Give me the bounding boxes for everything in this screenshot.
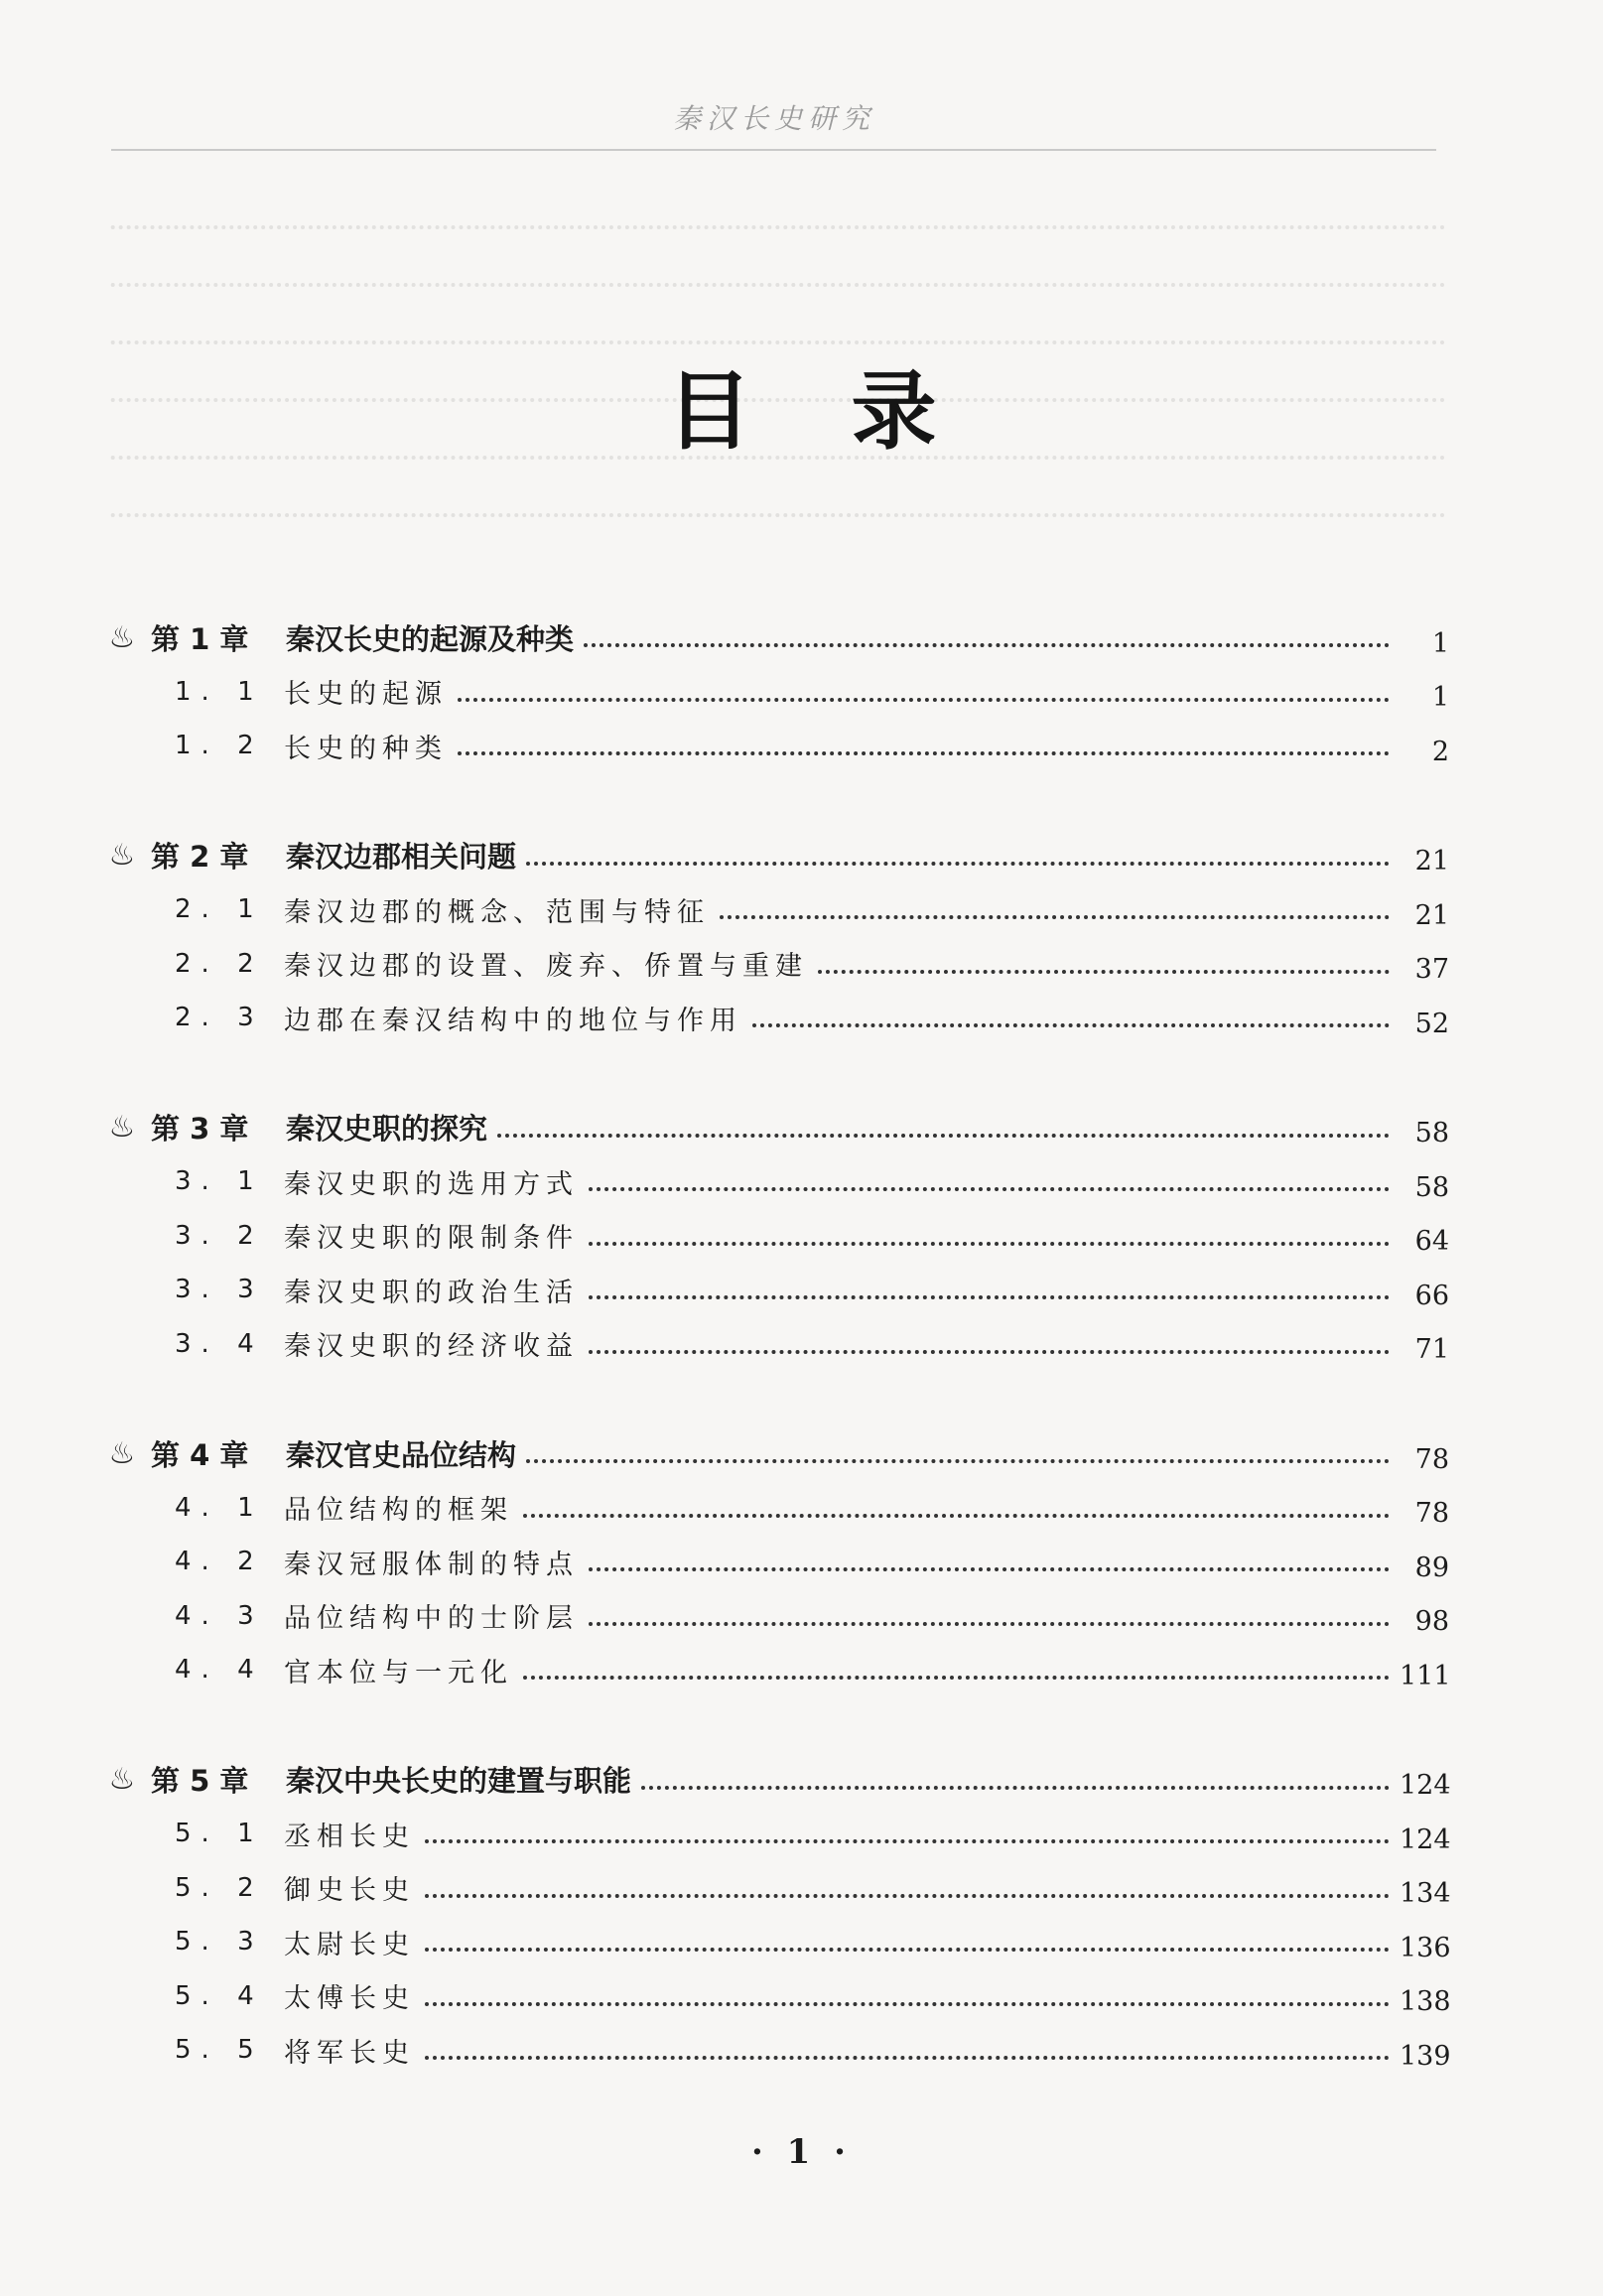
dot-leader [589, 1350, 1390, 1354]
table-of-contents [99, 610, 1449, 2133]
section-entry[interactable] [99, 1807, 1449, 1861]
chapter-number: 第 5 章 [151, 1764, 249, 1799]
section-page: 111 [1400, 1660, 1451, 1691]
section-title: 秦汉史职的限制条件 [284, 1223, 579, 1255]
section-title: 品位结构中的士阶层 [284, 1603, 579, 1635]
page-number: · 1 · [750, 2132, 852, 2172]
section-page: 37 [1414, 954, 1449, 986]
section-page: 1 [1431, 682, 1449, 714]
dot-leader [425, 1839, 1390, 1843]
section-entry[interactable] [99, 2023, 1449, 2078]
chapter-title: 秦汉史职的探究 [286, 1112, 488, 1147]
section-page: 64 [1414, 1226, 1449, 1258]
steam-icon: ♨ [108, 838, 136, 874]
section-entry[interactable] [99, 1317, 1449, 1372]
section-entry[interactable] [99, 1209, 1449, 1264]
dot-leader [589, 1242, 1390, 1246]
chapter-number: 第 4 章 [151, 1437, 249, 1472]
section-number: 3. 2 [175, 1220, 264, 1251]
section-entry[interactable] [99, 1535, 1449, 1589]
dot-leader [425, 2056, 1390, 2060]
section-page: 124 [1400, 1823, 1451, 1855]
section-number: 4. 4 [175, 1655, 264, 1686]
section-title: 秦汉史职的经济收益 [284, 1331, 579, 1363]
dot-leader [458, 751, 1390, 755]
chapter-page: 21 [1414, 846, 1449, 878]
section-number: 5. 2 [175, 1872, 264, 1903]
section-number: 5. 4 [175, 1980, 264, 2011]
dot-leader [641, 1786, 1390, 1790]
dot-leader [589, 1187, 1390, 1191]
section-entry[interactable] [99, 882, 1449, 937]
chapter-number: 第 1 章 [151, 621, 249, 656]
dot-leader [589, 1295, 1390, 1299]
section-entry[interactable] [99, 1263, 1449, 1317]
running-head: 秦汉长史研究 [672, 102, 875, 135]
section-title: 秦汉史职的选用方式 [284, 1168, 579, 1200]
dot-leader [589, 1622, 1390, 1626]
steam-icon: ♨ [108, 1110, 136, 1146]
dot-leader [752, 1023, 1390, 1027]
dot-leader [584, 643, 1390, 647]
dot-leader [425, 1948, 1390, 1952]
section-page: 66 [1414, 1280, 1449, 1311]
chapter-title: 秦汉边郡相关问题 [286, 840, 517, 875]
section-title: 官本位与一元化 [284, 1657, 513, 1688]
chapter-block [99, 610, 1449, 773]
section-number: 1. 2 [175, 731, 264, 761]
section-page: 78 [1414, 1498, 1449, 1530]
section-number: 4. 1 [175, 1492, 264, 1523]
section-number: 3. 4 [175, 1328, 264, 1359]
chapter-entry[interactable] [99, 610, 1449, 665]
chapter-block [99, 1426, 1449, 1697]
section-number: 3. 3 [175, 1275, 264, 1305]
chapter-entry[interactable] [99, 829, 1449, 883]
section-page: 134 [1400, 1878, 1451, 1910]
section-title: 御史长史 [284, 1875, 415, 1907]
section-page: 52 [1414, 1008, 1449, 1039]
section-entry[interactable] [99, 1154, 1449, 1209]
header-rule [111, 149, 1436, 151]
section-page: 139 [1400, 2040, 1451, 2072]
section-number: 5. 1 [175, 1819, 264, 1849]
chapter-number: 第 3 章 [151, 1112, 249, 1147]
section-number: 2. 1 [175, 894, 264, 925]
section-entry[interactable] [99, 665, 1449, 720]
dot-leader [425, 1894, 1390, 1898]
dot-leader [458, 698, 1390, 702]
section-title: 秦汉冠服体制的特点 [284, 1549, 579, 1580]
section-title: 将军长史 [284, 2037, 415, 2069]
chapter-page: 124 [1400, 1770, 1451, 1802]
section-page: 2 [1431, 736, 1449, 767]
section-title: 长史的种类 [284, 733, 448, 764]
section-entry[interactable] [99, 1969, 1449, 2024]
chapter-title: 秦汉中央长史的建置与职能 [286, 1764, 632, 1799]
section-page: 136 [1400, 1932, 1451, 1963]
dot-leader [497, 1134, 1390, 1138]
section-entry[interactable] [99, 1915, 1449, 1969]
steam-icon: ♨ [108, 619, 136, 655]
section-number: 3. 1 [175, 1166, 264, 1197]
section-title: 太傅长史 [284, 1983, 415, 2015]
section-title: 边郡在秦汉结构中的地位与作用 [284, 1005, 742, 1036]
chapter-number: 第 2 章 [151, 840, 249, 875]
chapter-page: 78 [1414, 1443, 1449, 1475]
section-title: 丞相长史 [284, 1821, 415, 1852]
section-page: 58 [1414, 1171, 1449, 1203]
chapter-entry[interactable] [99, 1753, 1449, 1808]
dot-leader [720, 915, 1390, 919]
chapter-entry[interactable] [99, 1426, 1449, 1481]
section-entry[interactable] [99, 991, 1449, 1045]
dot-leader [526, 862, 1390, 866]
chapter-title: 秦汉长史的起源及种类 [286, 621, 575, 656]
section-page: 138 [1400, 1986, 1451, 2018]
page-title: 目录 [666, 362, 1036, 462]
dot-leader [523, 1676, 1390, 1680]
section-number: 2. 2 [175, 948, 264, 979]
section-title: 秦汉边郡的概念、范围与特征 [284, 896, 710, 928]
chapter-block [99, 1753, 1449, 2078]
section-title: 秦汉史职的政治生活 [284, 1277, 579, 1308]
section-number: 5. 5 [175, 2035, 264, 2066]
steam-icon: ♨ [108, 1762, 136, 1798]
section-number: 1. 1 [175, 676, 264, 707]
section-number: 4. 3 [175, 1600, 264, 1631]
section-title: 太尉长史 [284, 1929, 415, 1960]
chapter-page: 58 [1414, 1118, 1449, 1149]
section-page: 98 [1414, 1606, 1449, 1638]
section-entry[interactable] [99, 1643, 1449, 1697]
section-title: 品位结构的框架 [284, 1495, 513, 1527]
section-number: 5. 3 [175, 1927, 264, 1958]
section-title: 长史的起源 [284, 679, 448, 711]
section-page: 71 [1414, 1334, 1449, 1366]
section-title: 秦汉边郡的设置、废弃、侨置与重建 [284, 951, 808, 983]
section-number: 4. 2 [175, 1547, 264, 1577]
section-page: 89 [1414, 1552, 1449, 1583]
dot-leader [523, 1514, 1390, 1518]
chapter-title: 秦汉官史品位结构 [286, 1437, 517, 1472]
steam-icon: ♨ [108, 1435, 136, 1471]
chapter-block [99, 829, 1449, 1045]
dot-leader [425, 2002, 1390, 2006]
section-page: 21 [1414, 899, 1449, 931]
dot-leader [526, 1459, 1390, 1463]
section-entry[interactable] [99, 1481, 1449, 1536]
section-entry[interactable] [99, 719, 1449, 773]
section-entry[interactable] [99, 1589, 1449, 1644]
section-entry[interactable] [99, 937, 1449, 992]
section-entry[interactable] [99, 1861, 1449, 1916]
chapter-entry[interactable] [99, 1101, 1449, 1155]
chapter-page: 1 [1431, 627, 1449, 659]
section-number: 2. 3 [175, 1003, 264, 1033]
dot-leader [818, 970, 1390, 974]
chapter-block [99, 1101, 1449, 1372]
dot-leader [589, 1567, 1390, 1571]
